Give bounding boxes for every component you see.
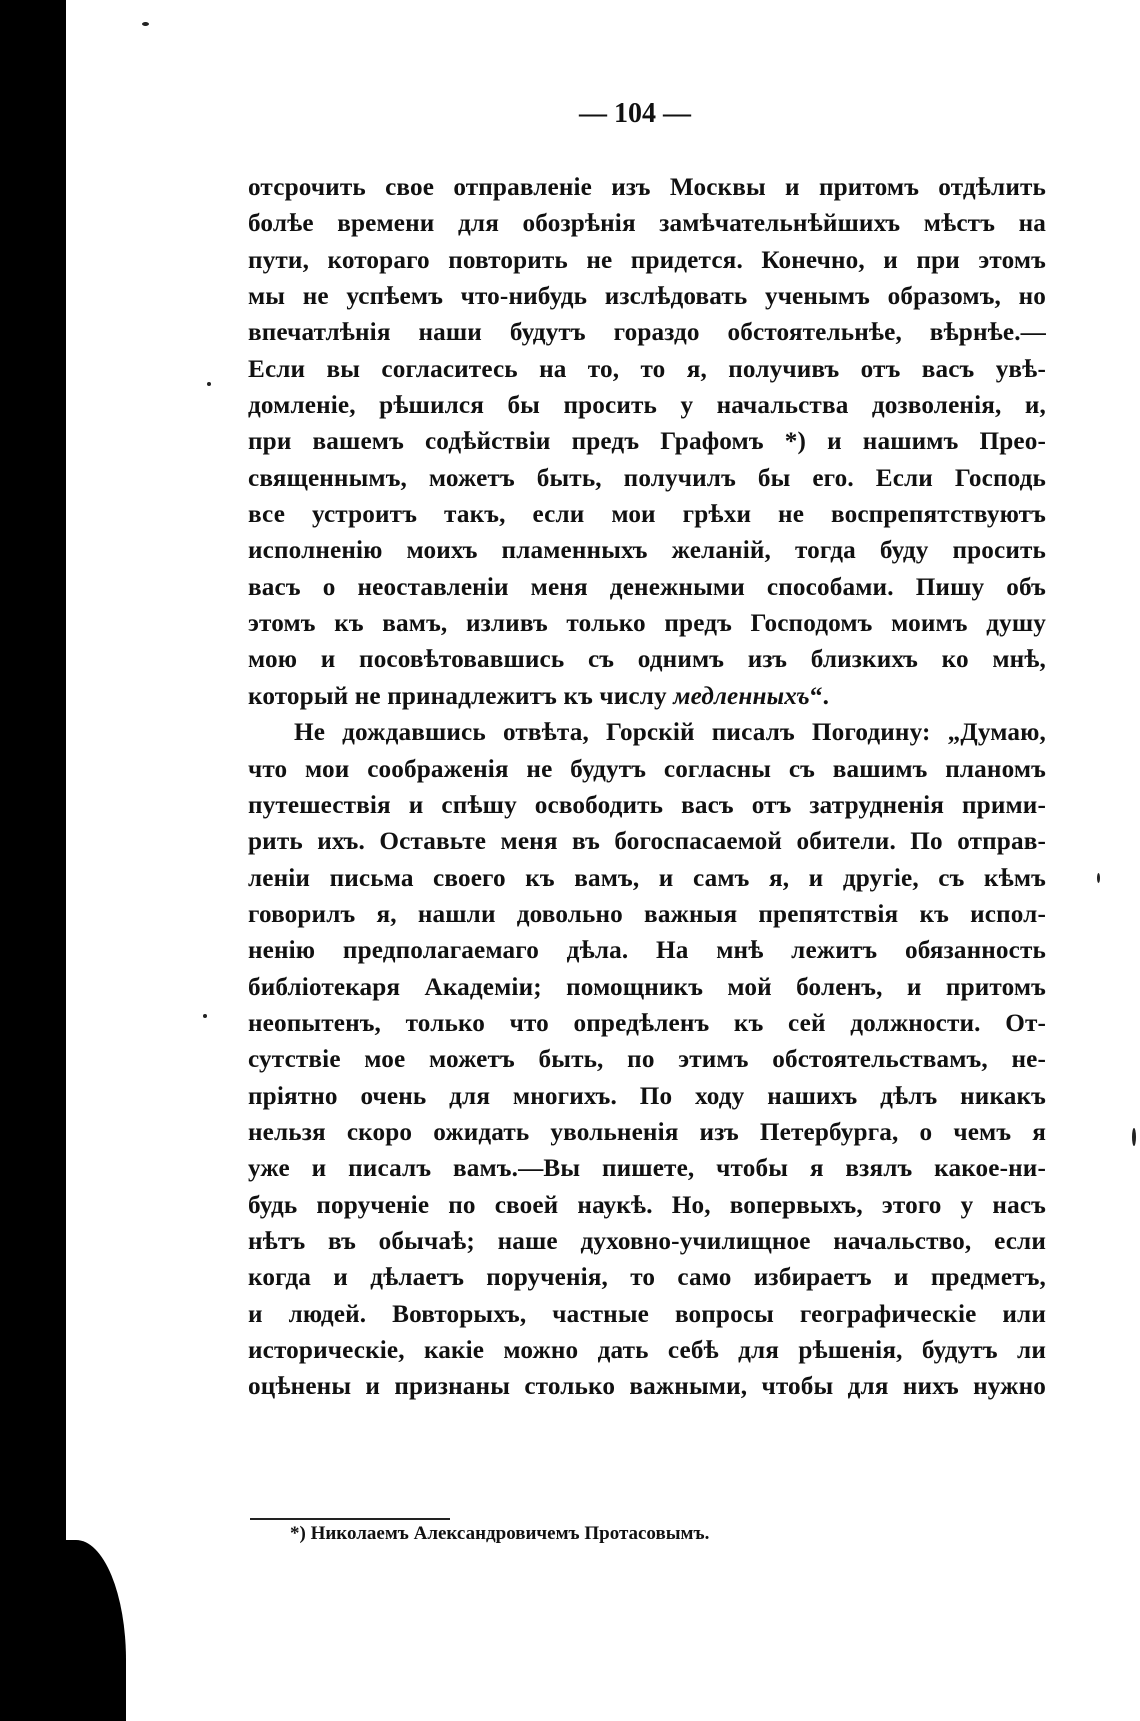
text-line: пути, котораго повторить не придется. Конечно, и при этомъ <box>248 246 1046 274</box>
text-line: впечатлѣнія наши будутъ гораздо обстоятельнѣе, вѣрнѣе.— <box>248 319 1046 347</box>
text-line: Если вы согласитесь на то, то я, получивъ отъ васъ увѣ- <box>248 355 1046 383</box>
text-line: говорилъ я, нашли довольно важныя препятствія къ испол- <box>248 900 1046 928</box>
body-text <box>248 170 1046 1406</box>
text-line: нельзя скоро ожидать увольненія изъ Петербурга, о чемъ я <box>248 1118 1046 1146</box>
text-line: этомъ къ вамъ, изливъ только предъ Господомъ моимъ душу <box>248 610 1046 638</box>
text-line: мы не успѣемъ что-нибудь изслѣдовать ученымъ образомъ, но <box>248 283 1046 311</box>
footnote: *) Николаемъ Александровичемъ Протасовымъ. <box>290 1523 710 1544</box>
text-line: священнымъ, можетъ быть, получилъ бы его. Если Господь <box>248 464 1046 492</box>
text-line: болѣе времени для обозрѣнія замѣчательнѣйшихъ мѣстъ на <box>248 210 1046 238</box>
text-line: сутствіе мое можетъ быть, по этимъ обстоятельствамъ, не- <box>248 1046 1046 1074</box>
text-line: нѣтъ въ обычаѣ; наше духовно-училищное начальство, если <box>248 1227 1046 1255</box>
italic-word: медленныхъ <box>673 682 810 710</box>
ink-speck <box>1132 1128 1136 1146</box>
ink-speck <box>207 382 211 386</box>
ink-speck <box>1097 873 1100 883</box>
text-line: леніи письма своего къ вамъ, и самъ я, и другіе, съ кѣмъ <box>248 864 1046 892</box>
text-line: мою и посовѣтовавшись съ однимъ изъ близкихъ ко мнѣ, <box>248 646 1046 674</box>
text-line: уже и писалъ вамъ.—Вы пишете, чтобы я взялъ какое-ни- <box>248 1155 1046 1183</box>
text-line: путешествія и спѣшу освободить васъ отъ затрудненія прими- <box>248 791 1046 819</box>
footnote-divider <box>250 1518 450 1520</box>
text-line: неопытенъ, только что опредѣленъ къ сей должности. От- <box>248 1009 1046 1037</box>
paragraph-1 <box>248 170 1046 715</box>
text-line: будь порученіе по своей наукѣ. Но, вопервыхъ, этого у насъ <box>248 1191 1046 1219</box>
ink-speck <box>142 22 149 26</box>
text-line: при вашемъ содѣйствіи предъ Графомъ *) и нашимъ Прео- <box>248 428 1046 456</box>
text-line: что мои соображенія не будутъ согласны съ вашимъ планомъ <box>248 755 1046 783</box>
text-line: историческіе, какіе можно дать себѣ для рѣшенія, будутъ ли <box>248 1337 1046 1364</box>
text-line-last <box>248 679 1046 715</box>
text-line: библіотекаря Академіи; помощникъ мой боленъ, и притомъ <box>248 973 1046 1001</box>
text-run: “. <box>809 682 830 710</box>
text-line: домленіе, рѣшился бы просить у начальства дозволенія, и, <box>248 392 1046 420</box>
text-line: ненію предполагаемаго дѣла. На мнѣ лежитъ обязанность <box>248 937 1046 965</box>
text-line: оцѣнены и признаны столько важными, чтобы для нихъ нужно <box>248 1373 1046 1401</box>
text-line: когда и дѣлаетъ порученія, то само избираетъ и предметъ, <box>248 1264 1046 1292</box>
text-line: Не дождавшись отвѣта, Горскій писалъ Погодину: „Думаю, <box>294 719 1046 747</box>
text-line: исполненію моихъ пламенныхъ желаній, тогда буду просить <box>248 537 1046 565</box>
page-number: — 104 — <box>579 98 691 129</box>
paragraph-2 <box>248 715 1046 1406</box>
book-binding-edge <box>0 0 66 1721</box>
text-line: васъ о неоставленіи меня денежными способами. Пишу объ <box>248 573 1046 601</box>
ink-speck <box>203 1014 207 1018</box>
text-line: все устроитъ такъ, если мои грѣхи не воспрепятствуютъ <box>248 501 1046 529</box>
text-run: который не принадлежитъ къ числу <box>248 682 674 710</box>
text-line: отсрочить свое отправленіе изъ Москвы и притомъ отдѣлить <box>248 174 1046 201</box>
text-line: и людей. Вовторыхъ, частные вопросы географическіе или <box>248 1300 1046 1328</box>
book-binding-curve <box>66 1540 126 1721</box>
text-line: рить ихъ. Оставьте меня въ богоспасаемой обители. По отправ- <box>248 828 1046 856</box>
text-line: пріятно очень для многихъ. По ходу нашихъ дѣлъ никакъ <box>248 1082 1046 1110</box>
